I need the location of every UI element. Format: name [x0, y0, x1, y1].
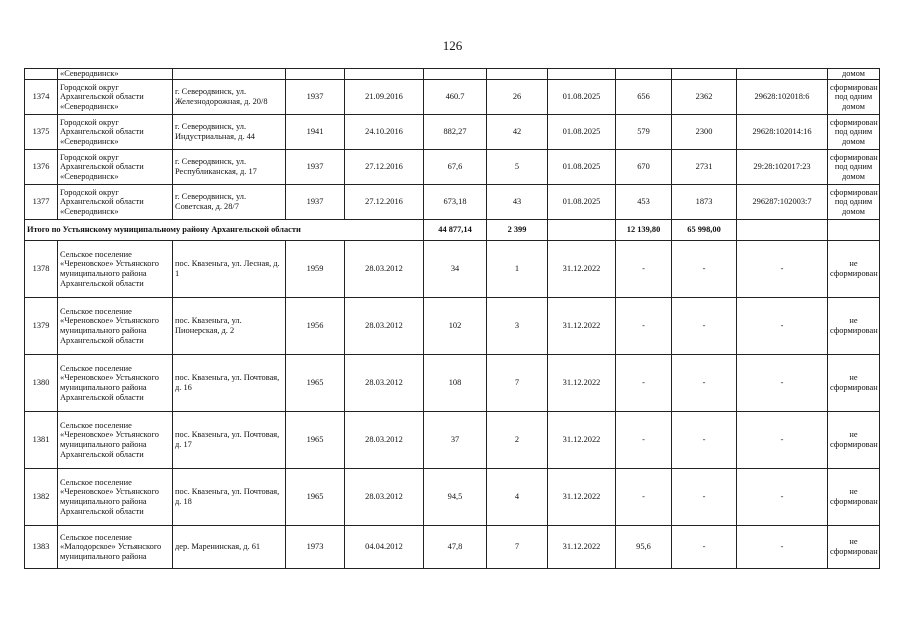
year-cell: 1965 — [286, 469, 345, 526]
cad-cell: 29628:102014:16 — [737, 115, 828, 150]
dec-cell: 01.08.2025 — [548, 80, 616, 115]
dec-cell: 31.12.2022 — [548, 355, 616, 412]
area-cell: 94,5 — [424, 469, 487, 526]
cost-cell: 2300 — [672, 115, 737, 150]
addr-cell: г. Северодвинск, ул. Железнодорожная, д. 20/8 — [173, 80, 286, 115]
cad-cell: 296287:102003:7 — [737, 185, 828, 220]
num-cell: 1376 — [25, 150, 58, 185]
land-cell: - — [616, 241, 672, 298]
num-cell: 1382 — [25, 469, 58, 526]
year-cell: 1956 — [286, 298, 345, 355]
dec-cell — [548, 69, 616, 80]
table-row — [25, 526, 880, 569]
housing-registry-table — [24, 68, 880, 569]
dec-cell: 01.08.2025 — [548, 185, 616, 220]
cnt-cell: 43 — [487, 185, 548, 220]
num-cell: 1381 — [25, 412, 58, 469]
date-cell: 28.03.2012 — [345, 298, 424, 355]
table-row — [25, 355, 880, 412]
cad-cell: - — [737, 412, 828, 469]
total-cnt-cell: 2 399 — [487, 220, 548, 241]
cnt-cell: 7 — [487, 526, 548, 569]
cad-cell: - — [737, 355, 828, 412]
date-cell: 28.03.2012 — [345, 241, 424, 298]
cost-cell: - — [672, 241, 737, 298]
area-cell: 673,18 — [424, 185, 487, 220]
date-cell: 27.12.2016 — [345, 150, 424, 185]
cost-cell: - — [672, 526, 737, 569]
table-row — [25, 115, 880, 150]
mun-cell: Сельское поселение «Малодорское» Устьянского муниципального района — [58, 526, 173, 569]
addr-cell: г. Северодвинск, ул. Советская, д. 28/7 — [173, 185, 286, 220]
year-cell: 1965 — [286, 412, 345, 469]
mun-cell: Сельское поселение «Череновское» Устьянского муниципального района Архангельской области — [58, 355, 173, 412]
cnt-cell: 42 — [487, 115, 548, 150]
page-number: 126 — [442, 38, 463, 53]
cost-cell — [672, 69, 737, 80]
cost-cell: 2362 — [672, 80, 737, 115]
land-cell — [616, 69, 672, 80]
state-cell: не сформирован — [828, 355, 880, 412]
date-cell — [345, 69, 424, 80]
num-cell: 1383 — [25, 526, 58, 569]
dec-cell: 31.12.2022 — [548, 241, 616, 298]
area-cell: 67,6 — [424, 150, 487, 185]
year-cell: 1937 — [286, 80, 345, 115]
land-cell: 670 — [616, 150, 672, 185]
date-cell: 04.04.2012 — [345, 526, 424, 569]
addr-cell: г. Северодвинск, ул. Индустриальная, д. 44 — [173, 115, 286, 150]
addr-cell: пос. Квазеньга, ул. Почтовая, д. 18 — [173, 469, 286, 526]
year-cell: 1959 — [286, 241, 345, 298]
cnt-cell: 3 — [487, 298, 548, 355]
cad-cell: 29628:102018:6 — [737, 80, 828, 115]
cnt-cell — [487, 69, 548, 80]
num-cell: 1379 — [25, 298, 58, 355]
mun-cell: Сельское поселение «Череновское» Устьянского муниципального района Архангельской области — [58, 412, 173, 469]
area-cell: 882,27 — [424, 115, 487, 150]
area-cell: 108 — [424, 355, 487, 412]
empty-cell — [828, 220, 880, 241]
total-row — [25, 220, 880, 241]
cnt-cell: 4 — [487, 469, 548, 526]
addr-cell: г. Северодвинск, ул. Республиканская, д. 17 — [173, 150, 286, 185]
land-cell: - — [616, 355, 672, 412]
num-cell: 1380 — [25, 355, 58, 412]
state-cell: не сформирован — [828, 298, 880, 355]
state-cell: домом — [828, 69, 880, 80]
cnt-cell: 1 — [487, 241, 548, 298]
state-cell: сформирован под одним домом — [828, 115, 880, 150]
addr-cell: пос. Квазеньга, ул. Почтовая, д. 16 — [173, 355, 286, 412]
land-cell: 95,6 — [616, 526, 672, 569]
mun-cell: Городской округ Архангельской области «Северодвинск» — [58, 80, 173, 115]
total-area-cell: 44 877,14 — [424, 220, 487, 241]
table-row — [25, 298, 880, 355]
empty-cell — [737, 220, 828, 241]
state-cell: сформирован под одним домом — [828, 80, 880, 115]
table-row — [25, 469, 880, 526]
cost-cell: 1873 — [672, 185, 737, 220]
cost-cell: - — [672, 355, 737, 412]
land-cell: - — [616, 469, 672, 526]
total-cost-cell: 65 998,00 — [672, 220, 737, 241]
dec-cell: 31.12.2022 — [548, 526, 616, 569]
date-cell: 27.12.2016 — [345, 185, 424, 220]
state-cell: не сформирован — [828, 526, 880, 569]
year-cell: 1965 — [286, 355, 345, 412]
state-cell: сформирован под одним домом — [828, 150, 880, 185]
land-cell: - — [616, 298, 672, 355]
mun-cell: Сельское поселение «Череновское» Устьянского муниципального района Архангельской области — [58, 241, 173, 298]
total-label: Итого по Устьянскому муниципальному району Архангельской области — [25, 220, 424, 241]
cad-cell — [737, 69, 828, 80]
state-cell: сформирован под одним домом — [828, 185, 880, 220]
dec-cell: 01.08.2025 — [548, 115, 616, 150]
cnt-cell: 5 — [487, 150, 548, 185]
land-cell: - — [616, 412, 672, 469]
table-row — [25, 80, 880, 115]
table-row — [25, 412, 880, 469]
year-cell: 1937 — [286, 150, 345, 185]
area-cell: 460.7 — [424, 80, 487, 115]
mun-cell: Городской округ Архангельской области «Северодвинск» — [58, 185, 173, 220]
cad-cell: 29:28:102017:23 — [737, 150, 828, 185]
land-cell: 656 — [616, 80, 672, 115]
addr-cell: пос. Квазеньга, ул. Лесная, д. 1 — [173, 241, 286, 298]
area-cell: 34 — [424, 241, 487, 298]
mun-cell: «Северодвинск» — [58, 69, 173, 80]
date-cell: 21.09.2016 — [345, 80, 424, 115]
total-land-cell: 12 139,80 — [616, 220, 672, 241]
mun-cell: Городской округ Архангельской области «Северодвинск» — [58, 115, 173, 150]
year-cell: 1937 — [286, 185, 345, 220]
area-cell: 47,8 — [424, 526, 487, 569]
cost-cell: - — [672, 469, 737, 526]
cnt-cell: 7 — [487, 355, 548, 412]
cost-cell: 2731 — [672, 150, 737, 185]
num-cell: 1374 — [25, 80, 58, 115]
year-cell: 1973 — [286, 526, 345, 569]
cad-cell: - — [737, 526, 828, 569]
year-cell: 1941 — [286, 115, 345, 150]
num-cell: 1377 — [25, 185, 58, 220]
addr-cell: пос. Квазеньга, ул. Пионерская, д. 2 — [173, 298, 286, 355]
cad-cell: - — [737, 241, 828, 298]
table-row — [25, 185, 880, 220]
num-cell — [25, 69, 58, 80]
addr-cell: пос. Квазеньга, ул. Почтовая, д. 17 — [173, 412, 286, 469]
area-cell: 37 — [424, 412, 487, 469]
dec-cell: 01.08.2025 — [548, 150, 616, 185]
date-cell: 28.03.2012 — [345, 412, 424, 469]
dec-cell: 31.12.2022 — [548, 469, 616, 526]
land-cell: 579 — [616, 115, 672, 150]
state-cell: не сформирован — [828, 469, 880, 526]
dec-cell: 31.12.2022 — [548, 298, 616, 355]
year-cell — [286, 69, 345, 80]
addr-cell: дер. Маренинская, д. 61 — [173, 526, 286, 569]
addr-cell — [173, 69, 286, 80]
cad-cell: - — [737, 469, 828, 526]
table-body — [25, 69, 880, 569]
mun-cell: Сельское поселение «Череновское» Устьянского муниципального района Архангельской области — [58, 469, 173, 526]
table-row — [25, 150, 880, 185]
area-cell: 102 — [424, 298, 487, 355]
continued-row — [25, 69, 880, 80]
empty-cell — [548, 220, 616, 241]
dec-cell: 31.12.2022 — [548, 412, 616, 469]
cost-cell: - — [672, 298, 737, 355]
cnt-cell: 26 — [487, 80, 548, 115]
area-cell — [424, 69, 487, 80]
date-cell: 24.10.2016 — [345, 115, 424, 150]
table-row — [25, 241, 880, 298]
mun-cell: Городской округ Архангельской области «Северодвинск» — [58, 150, 173, 185]
cad-cell: - — [737, 298, 828, 355]
state-cell: не сформирован — [828, 241, 880, 298]
land-cell: 453 — [616, 185, 672, 220]
mun-cell: Сельское поселение «Череновское» Устьянского муниципального района Архангельской области — [58, 298, 173, 355]
cnt-cell: 2 — [487, 412, 548, 469]
cost-cell: - — [672, 412, 737, 469]
state-cell: не сформирован — [828, 412, 880, 469]
num-cell: 1375 — [25, 115, 58, 150]
date-cell: 28.03.2012 — [345, 355, 424, 412]
num-cell: 1378 — [25, 241, 58, 298]
date-cell: 28.03.2012 — [345, 469, 424, 526]
